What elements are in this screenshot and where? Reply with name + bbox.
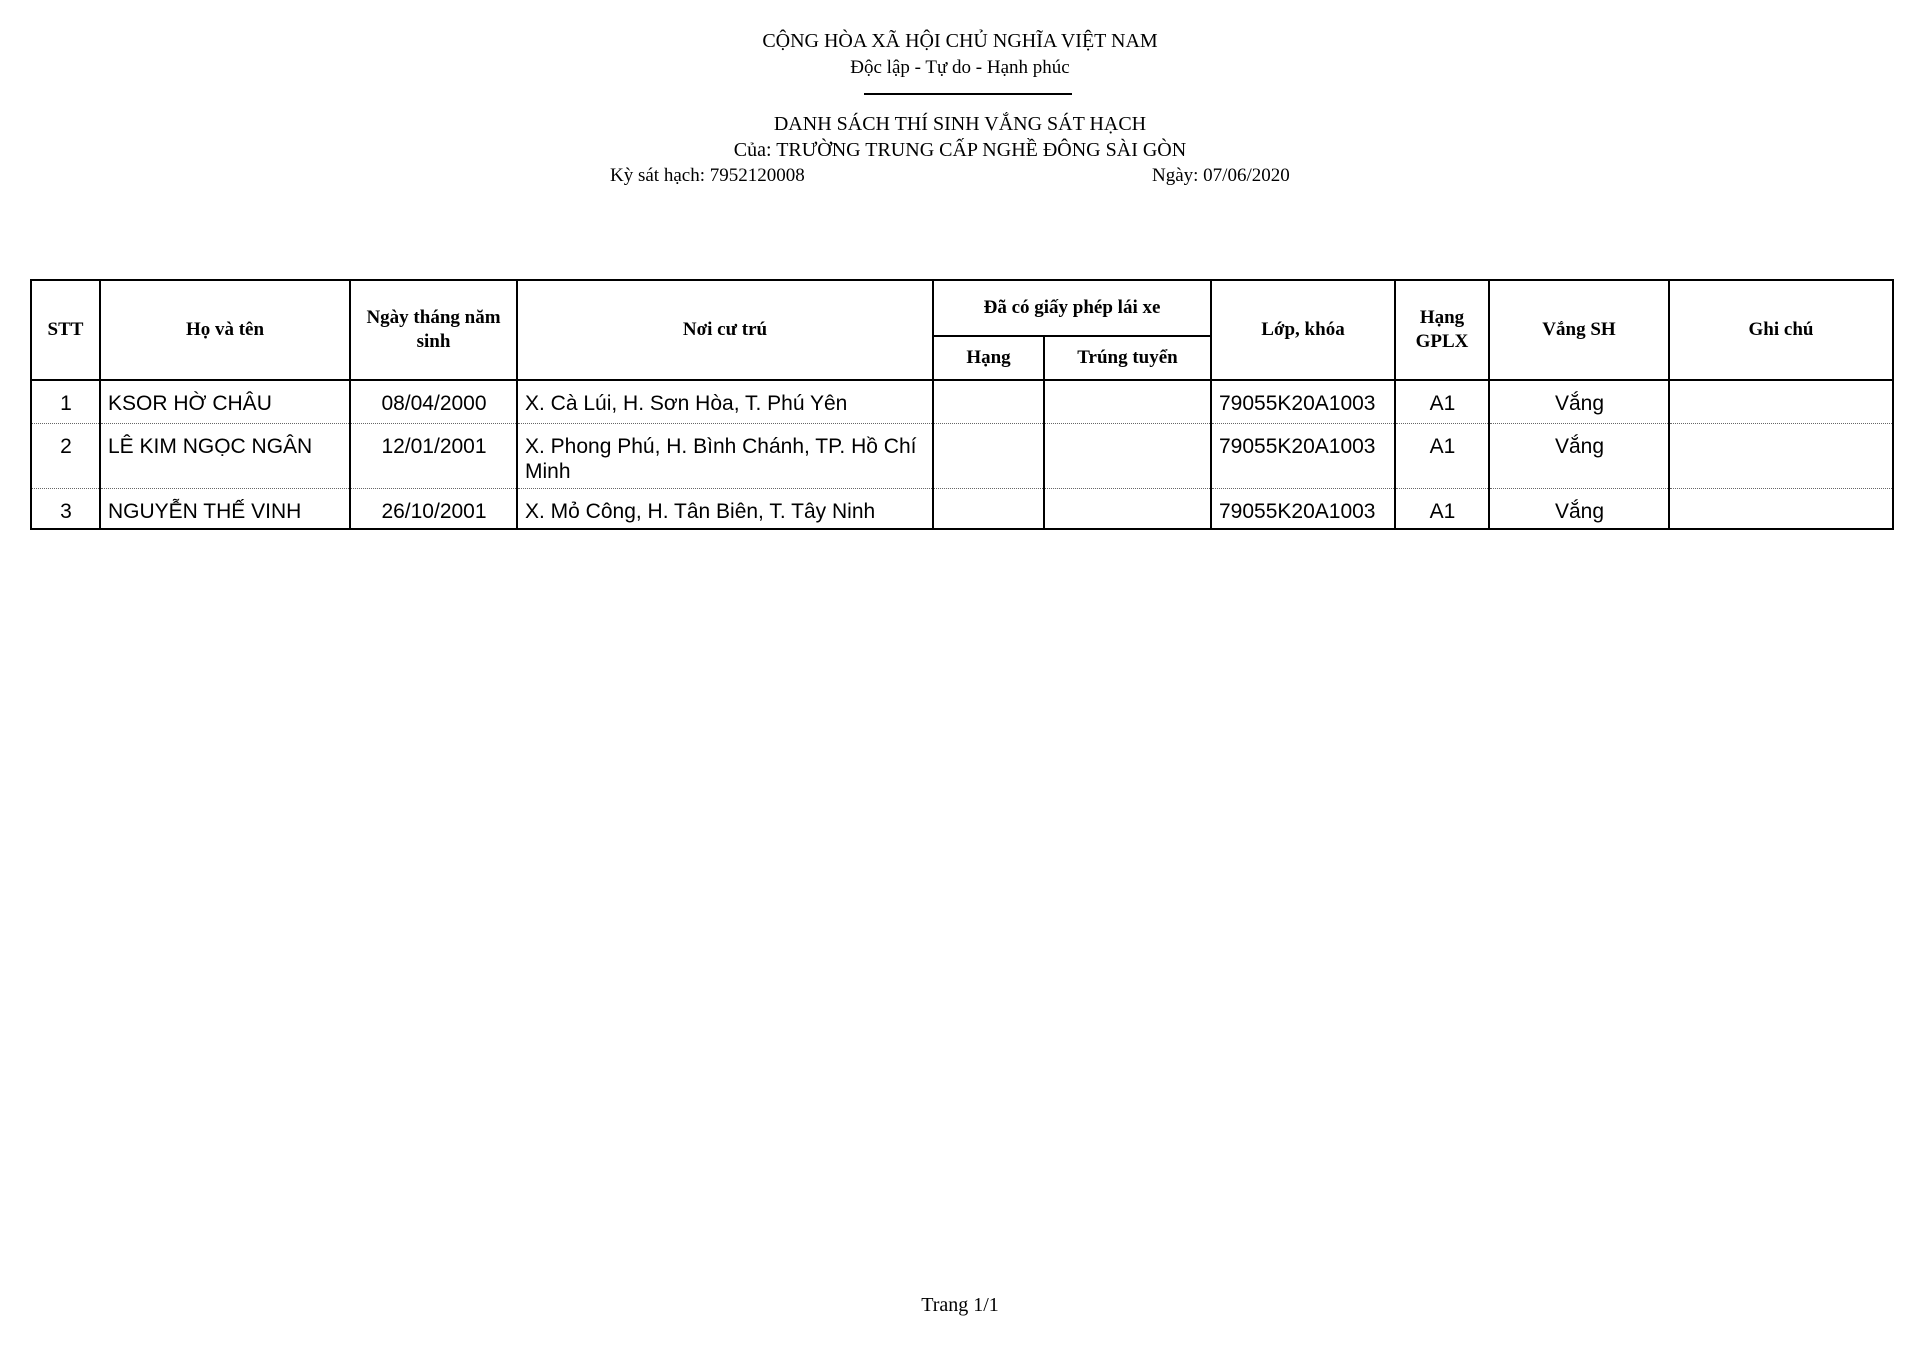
- table-row: [31, 380, 1893, 424]
- table-row: [31, 489, 1893, 530]
- col-header-gplx-class: Hạng GPLX: [1395, 280, 1489, 380]
- cell-license-class: [933, 424, 1044, 489]
- cell-stt: 3: [31, 489, 100, 530]
- cell-residence: X. Phong Phú, H. Bình Chánh, TP. Hồ Chí Minh: [517, 424, 933, 489]
- cell-note: [1669, 424, 1893, 489]
- cell-license-class: [933, 489, 1044, 530]
- cell-dob: 12/01/2001: [350, 424, 517, 489]
- document-title: DANH SÁCH THÍ SINH VẮNG SÁT HẠCH: [773, 113, 1147, 135]
- motto-subheading: Độc lập - Tự do - Hạnh phúc: [850, 57, 1070, 78]
- col-header-class-course: Lớp, khóa: [1211, 280, 1395, 380]
- cell-name: NGUYỄN THẾ VINH: [100, 489, 350, 530]
- cell-class-course: 79055K20A1003: [1211, 424, 1395, 489]
- cell-absent: Vắng: [1489, 424, 1669, 489]
- cell-gplx-class: A1: [1395, 380, 1489, 424]
- cell-admitted: [1044, 380, 1211, 424]
- col-header-license-group: Đã có giấy phép lái xe: [933, 280, 1211, 336]
- cell-dob: 26/10/2001: [350, 489, 517, 530]
- cell-absent: Vắng: [1489, 489, 1669, 530]
- nation-heading: CỘNG HÒA XÃ HỘI CHỦ NGHĨA VIỆT NAM: [762, 30, 1158, 52]
- cell-absent: Vắng: [1489, 380, 1669, 424]
- col-header-stt: STT: [31, 280, 100, 380]
- cell-class-course: 79055K20A1003: [1211, 380, 1395, 424]
- cell-stt: 2: [31, 424, 100, 489]
- cell-dob: 08/04/2000: [350, 380, 517, 424]
- cell-name: LÊ KIM NGỌC NGÂN: [100, 424, 350, 489]
- cell-note: [1669, 380, 1893, 424]
- page-number: Trang 1/1: [921, 1294, 999, 1316]
- table-row: [31, 424, 1893, 489]
- col-header-note: Ghi chú: [1669, 280, 1893, 380]
- cell-admitted: [1044, 424, 1211, 489]
- col-header-dob: Ngày tháng năm sinh: [350, 280, 517, 380]
- cell-name: KSOR HỜ CHÂU: [100, 380, 350, 424]
- col-header-absent: Vắng SH: [1489, 280, 1669, 380]
- absent-candidates-table: [30, 279, 1894, 530]
- cell-stt: 1: [31, 380, 100, 424]
- exam-date: Ngày: 07/06/2020: [1152, 165, 1290, 186]
- col-header-admitted: Trúng tuyển: [1044, 336, 1211, 380]
- col-header-name: Họ và tên: [100, 280, 350, 380]
- cell-note: [1669, 489, 1893, 530]
- cell-class-course: 79055K20A1003: [1211, 489, 1395, 530]
- cell-admitted: [1044, 489, 1211, 530]
- school-name: Của: TRƯỜNG TRUNG CẤP NGHỀ ĐÔNG SÀI GÒN: [733, 139, 1187, 161]
- cell-license-class: [933, 380, 1044, 424]
- heading-divider: [864, 93, 1072, 95]
- col-header-residence: Nơi cư trú: [517, 280, 933, 380]
- cell-gplx-class: A1: [1395, 489, 1489, 530]
- exam-code: Kỳ sát hạch: 7952120008: [610, 165, 805, 186]
- cell-residence: X. Cà Lúi, H. Sơn Hòa, T. Phú Yên: [517, 380, 933, 424]
- col-header-license-class: Hạng: [933, 336, 1044, 380]
- cell-residence: X. Mỏ Công, H. Tân Biên, T. Tây Ninh: [517, 489, 933, 530]
- cell-gplx-class: A1: [1395, 424, 1489, 489]
